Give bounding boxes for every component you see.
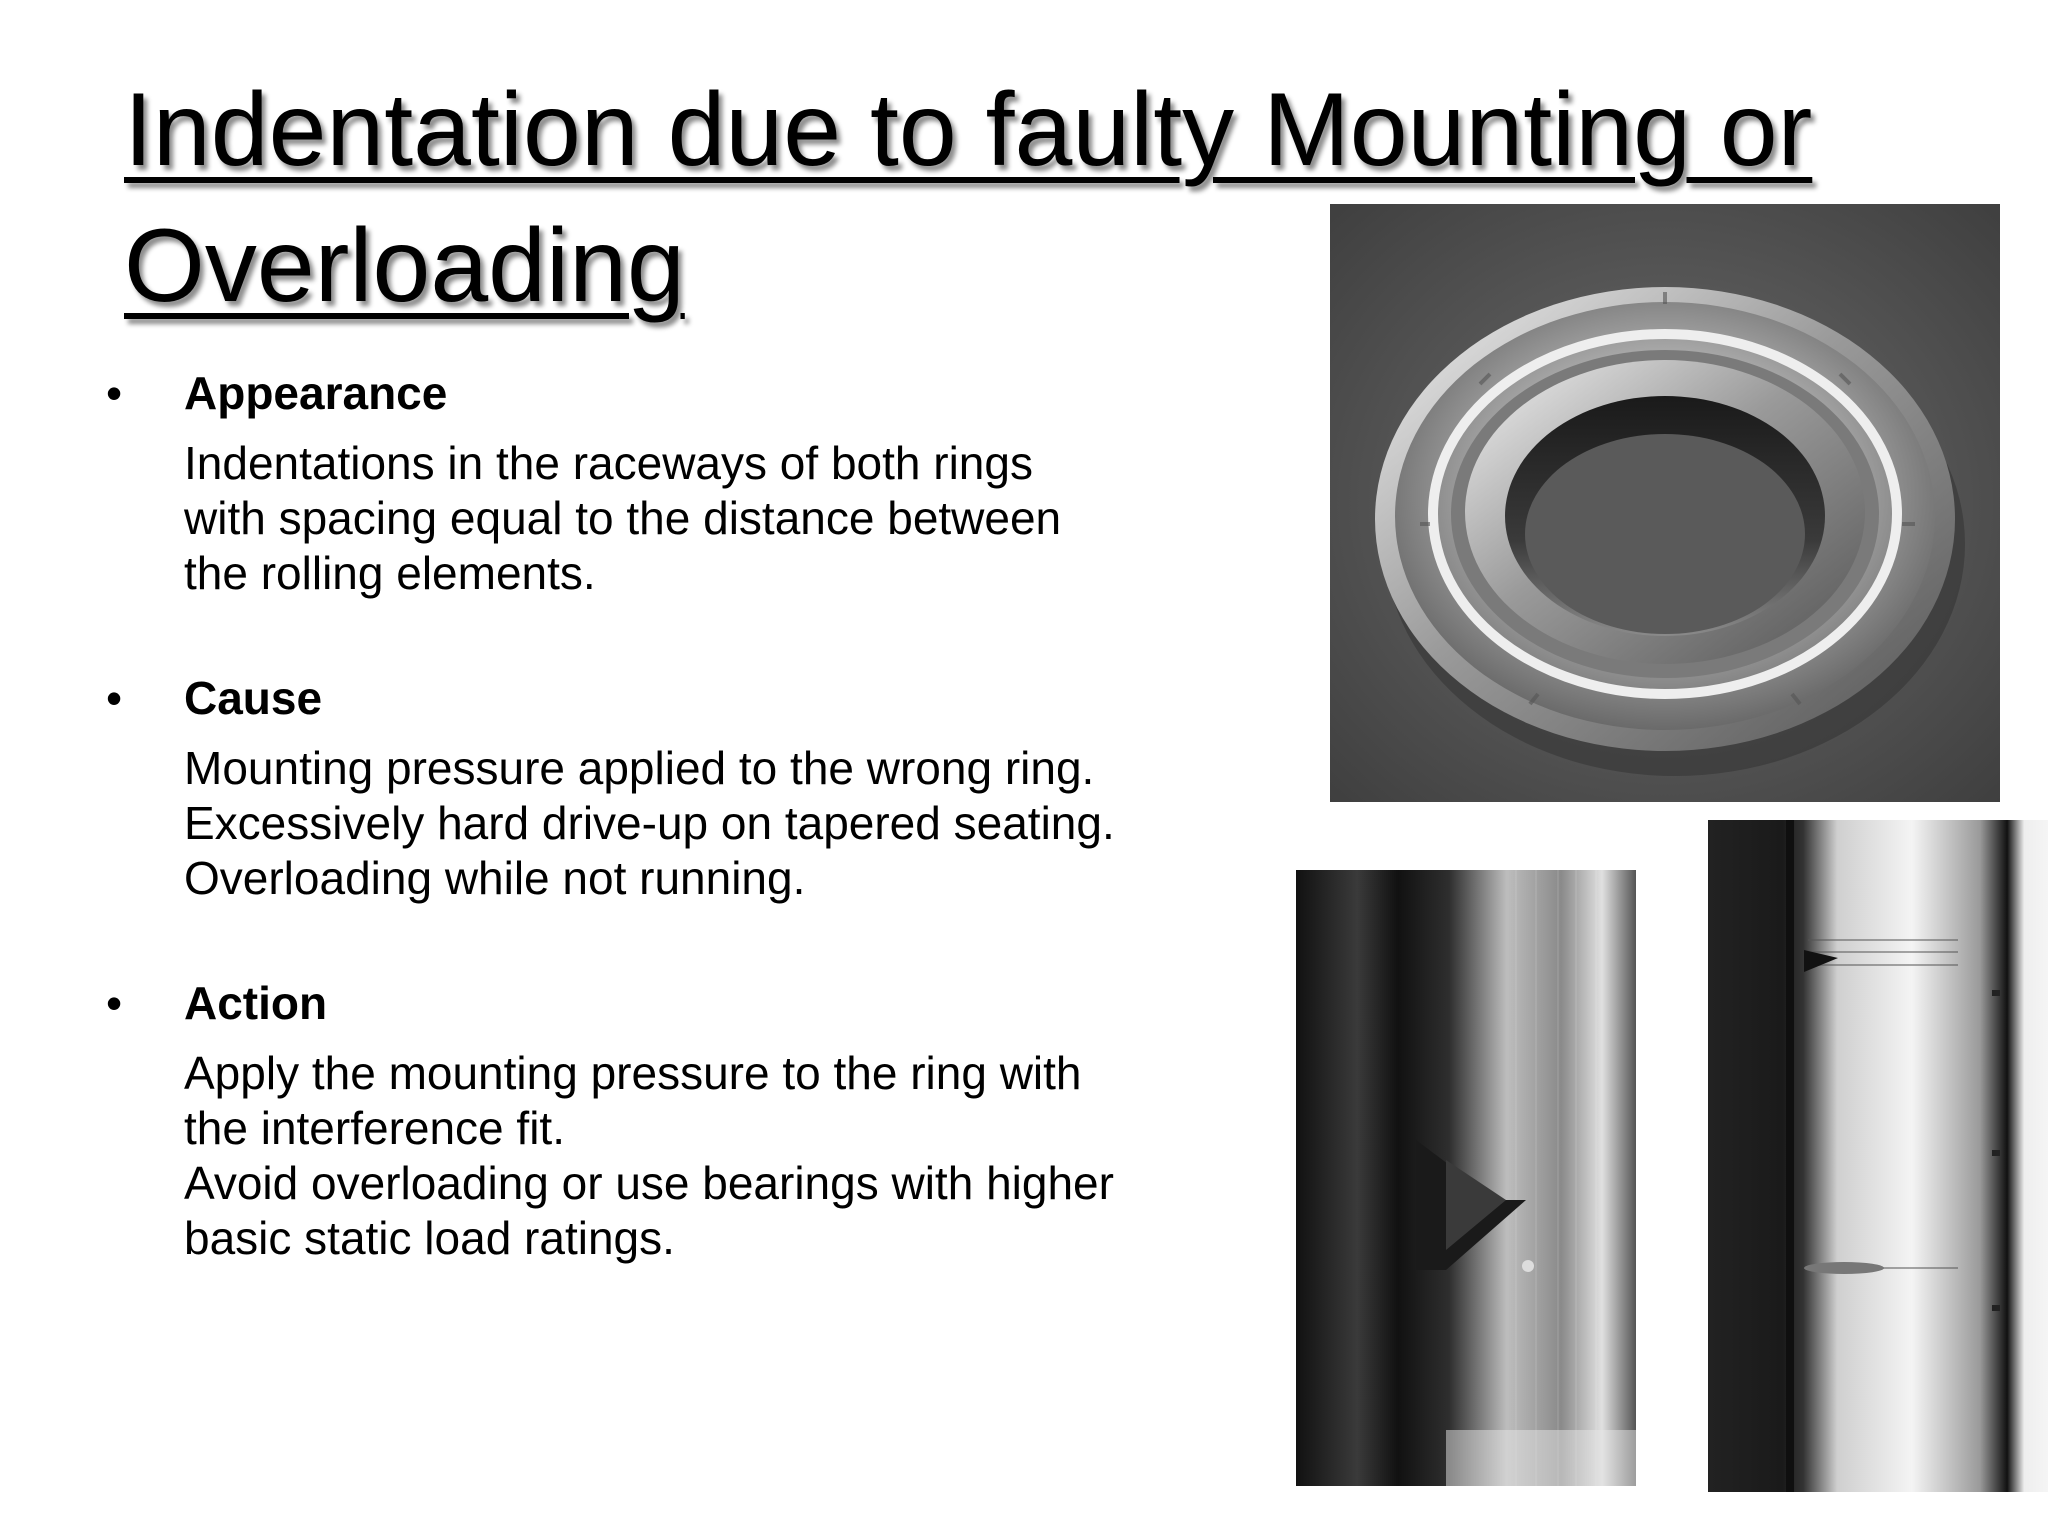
bullet-text-line: the interference fit. (184, 1102, 565, 1154)
slide-title-line-1: Indentation due to faulty Mounting or (124, 72, 1813, 188)
raceway-indentation-image-left (1296, 870, 1636, 1486)
bullet-action (104, 970, 1284, 1266)
bullet-text-line: Avoid overloading or use bearings with higher (184, 1157, 1114, 1209)
bullet-text-line: Mounting pressure applied to the wrong ring. (184, 742, 1095, 794)
bullet-dot: • (106, 977, 123, 1029)
bullet-cause (104, 665, 1284, 906)
bearing-ring-photo (1330, 204, 2000, 802)
bullet-list (104, 360, 1284, 1330)
bullet-dot: • (106, 367, 123, 419)
bullet-text-line: Apply the mounting pressure to the ring with (184, 1047, 1082, 1099)
slide-title-line-2: Overloading (124, 208, 685, 324)
bullet-heading-cause: Cause (184, 672, 323, 724)
bullet-appearance (104, 360, 1284, 601)
raceway-photo-left (1296, 870, 1636, 1486)
bullet-text-line: the rolling elements. (184, 547, 596, 599)
bullet-heading-action: Action (184, 977, 328, 1029)
bullet-heading-appearance: Appearance (184, 367, 448, 419)
bullet-text-line: with spacing equal to the distance between (184, 492, 1062, 544)
bearing-ring-image (1330, 204, 2000, 802)
bullet-text-line: Indentations in the raceways of both rings (184, 437, 1033, 489)
bullet-text-line: basic static load ratings. (184, 1212, 675, 1264)
bullet-dot: • (106, 672, 123, 724)
raceway-photo-right (1708, 820, 2048, 1492)
bullet-text-line: Overloading while not running. (184, 852, 806, 904)
bullet-text-line: Excessively hard drive-up on tapered seating. (184, 797, 1115, 849)
raceway-indentation-image-right (1708, 820, 2048, 1492)
